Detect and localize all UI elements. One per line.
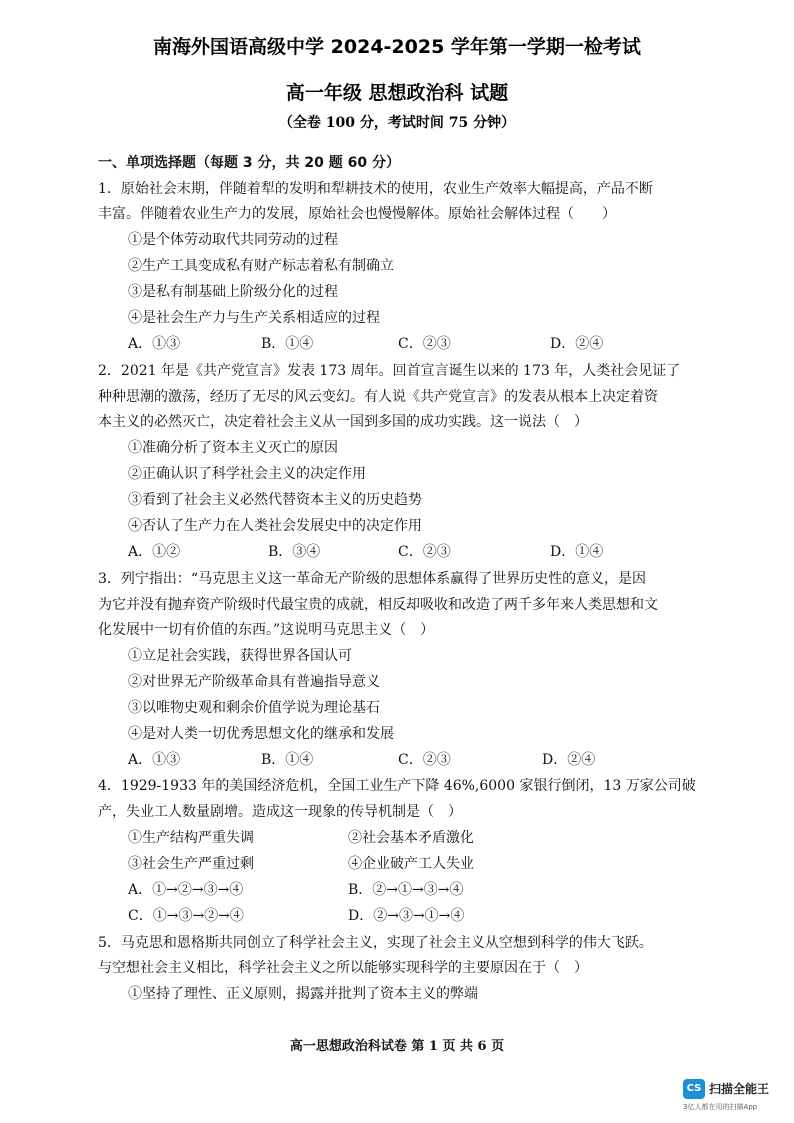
q3-choice-c: C．②③ (398, 752, 451, 768)
q2-stem-line-1: 2．2021 年是《共产党宣言》发表 173 周年。回首宣言诞生以来的 173 年，人类社会见证了 (98, 363, 681, 379)
q3-choice-a: A．①③ (128, 752, 181, 768)
watermark-tagline: 3亿人都在用的扫描App (683, 1103, 758, 1111)
q2-stem-line-2: 种种思潮的激荡，经历了无尽的风云变幻。有人说《共产党宣言》的发表从根本上决定着资 (98, 389, 658, 405)
q1-option-3: ③是私有制基础上阶级分化的过程 (128, 284, 338, 300)
q2-option-1: ①准确分析了资本主义灭亡的原因 (128, 440, 338, 456)
q4-option-1: ①生产结构严重失调 (128, 830, 254, 846)
q5-option-1: ①坚持了理性、正义原则，揭露并批判了资本主义的弊端 (128, 986, 478, 1002)
q3-stem-line-1: 3．列宁指出：“马克思主义这一革命无产阶级的思想体系赢得了世界历史性的意义，是因 (98, 571, 647, 587)
q4-stem-line-1: 4．1929-1933 年的美国经济危机，全国工业生产下降 46%,6000 家银行倒闭，13 万家公司破 (98, 778, 696, 794)
watermark-name: 扫描全能王 (709, 1082, 770, 1096)
q3-choice-d: D．②④ (542, 752, 596, 768)
section-heading: 一、单项选择题（每题 3 分，共 20 题 60 分） (98, 155, 400, 171)
q3-option-2: ②对世界无产阶级革命具有普遍指导意义 (128, 674, 380, 690)
scanner-watermark (683, 1079, 783, 1119)
q2-choice-c: C．②③ (398, 544, 451, 560)
q2-stem-line-3: 本主义的必然灭亡，决定着社会主义从一国到多国的成功实践。这一说法（ ） (98, 414, 588, 430)
q1-choice-c: C．②③ (398, 336, 451, 352)
q4-stem-line-2: 产，失业工人数量剧增。造成这一现象的传导机制是（ ） (98, 804, 462, 820)
q1-option-1: ①是个体劳动取代共同劳动的过程 (128, 232, 338, 248)
q3-choice-b: B．①④ (261, 752, 314, 768)
q3-stem-line-2: 为它并没有抛弃资产阶级时代最宝贵的成就，相反却吸收和改造了两千多年来人类思想和文 (98, 597, 658, 613)
q4-choice-c: C．①→③→②→④ (128, 908, 244, 924)
q1-option-4: ④是社会生产力与生产关系相适应的过程 (128, 310, 380, 326)
q1-stem-line-2: 丰富。伴随着农业生产力的发展，原始社会也慢慢解体。原始社会解体过程（ ） (98, 206, 616, 222)
exam-title: 南海外国语高级中学 2024-2025 学年第一学期一检考试 (153, 36, 641, 58)
q5-stem-line-1: 5．马克思和恩格斯共同创立了科学社会主义，实现了社会主义从空想到科学的伟大飞跃。 (98, 935, 653, 951)
q2-choice-a: A．①② (128, 544, 181, 560)
page-footer: 高一思想政治科试卷 第 1 页 共 6 页 (289, 1039, 505, 1054)
q3-stem-line-3: 化发展中一切有价值的东西。”这说明马克思主义（ ） (98, 622, 435, 638)
q1-stem-line-1: 1．原始社会末期，伴随着犁的发明和犁耕技术的使用，农业生产效率大幅提高，产品不断 (98, 181, 653, 197)
q2-option-3: ③看到了社会主义必然代替资本主义的历史趋势 (128, 492, 422, 508)
q3-option-3: ③以唯物史观和剩余价值学说为理论基石 (128, 700, 380, 716)
exam-info: （全卷 100 分，考试时间 75 分钟） (278, 115, 516, 131)
q2-option-4: ④否认了生产力在人类社会发展史中的决定作用 (128, 518, 422, 534)
q1-choice-b: B．①④ (261, 336, 314, 352)
q4-option-3: ③社会生产严重过剩 (128, 856, 254, 872)
q5-stem-line-2: 与空想社会主义相比，科学社会主义之所以能够实现科学的主要原因在于（ ） (98, 960, 588, 976)
q4-option-2: ②社会基本矛盾激化 (348, 830, 474, 846)
q4-choice-b: B．②→①→③→④ (348, 882, 464, 898)
cs-logo-icon: CS (683, 1079, 705, 1099)
q3-option-4: ④是对人类一切优秀思想文化的继承和发展 (128, 726, 394, 742)
q4-choice-a: A．①→②→③→④ (128, 882, 244, 898)
q2-choice-d: D．①④ (550, 544, 604, 560)
q4-choice-d: D．②→③→①→④ (348, 908, 465, 924)
q1-choice-d: D．②④ (550, 336, 604, 352)
q3-option-1: ①立足社会实践，获得世界各国认可 (128, 648, 352, 664)
q1-option-2: ②生产工具变成私有财产标志着私有制确立 (128, 258, 394, 274)
q1-choice-a: A．①③ (128, 336, 181, 352)
q2-option-2: ②正确认识了科学社会主义的决定作用 (128, 466, 366, 482)
exam-subtitle: 高一年级 思想政治科 试题 (285, 82, 509, 104)
q2-choice-b: B．③④ (268, 544, 321, 560)
q4-option-4: ④企业破产工人失业 (348, 856, 474, 872)
